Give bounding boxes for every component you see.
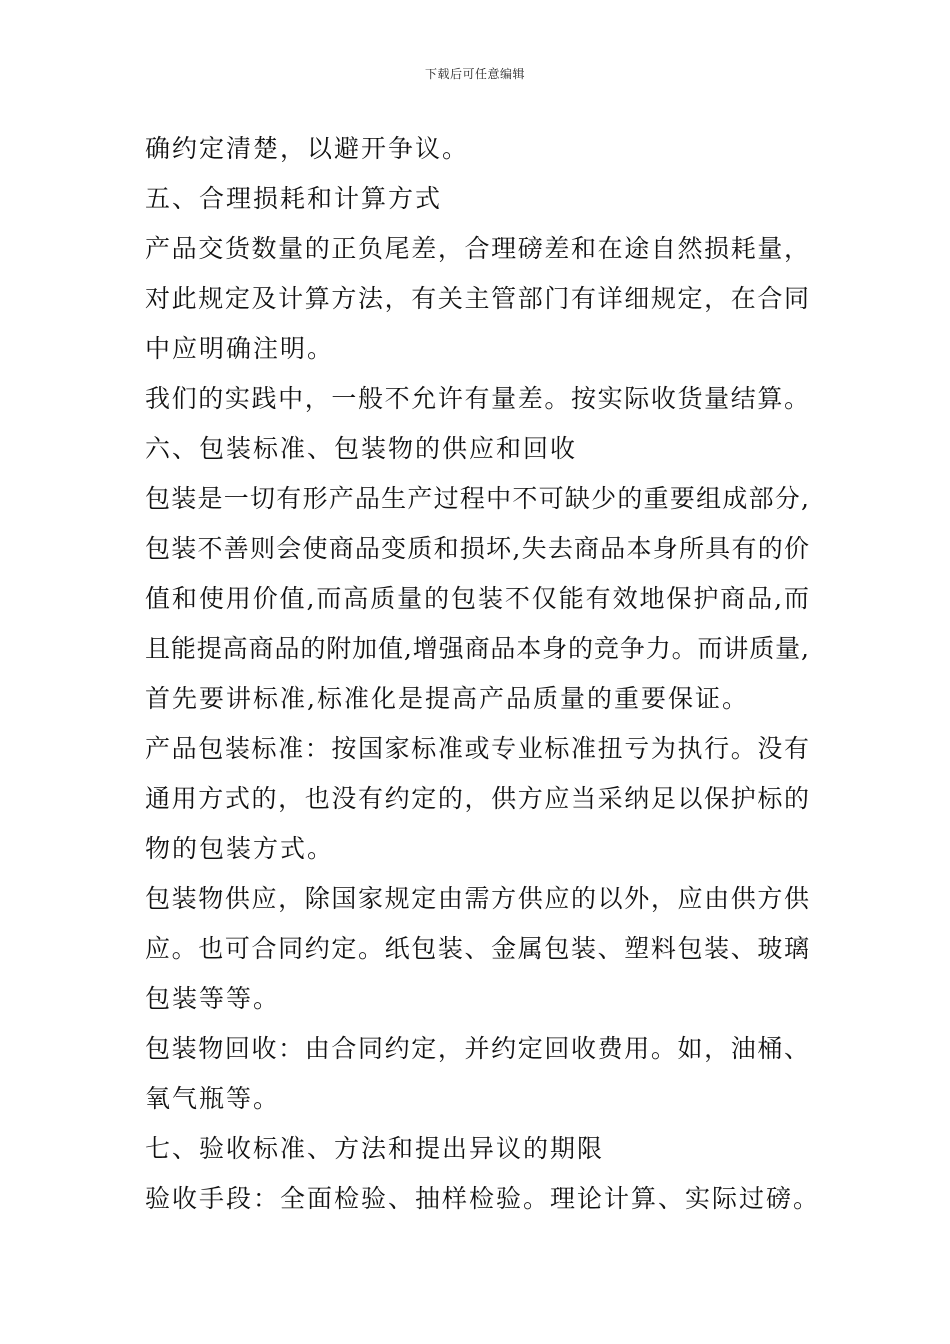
document-body [145,124,825,1224]
section-heading: 五、合理损耗和计算方式 [145,184,443,213]
paragraph-line: 我们的实践中，一般不允许有量差。按实际收货量结算。 [145,384,809,413]
paragraph-line: 产品包装标准：按国家标准或专业标准扭亏为执行。没有 [145,734,809,763]
paragraph-line: 应。也可合同约定。纸包装、金属包装、塑料包装、玻璃 [145,934,809,963]
paragraph-line: 氧气瓶等。 [145,1084,281,1113]
paragraph-line: 值和使用价值,而高质量的包装不仅能有效地保护商品,而 [145,584,809,613]
section-heading: 六、包装标准、包装物的供应和回收 [145,434,578,463]
paragraph-line: 产品交货数量的正负尾差，合理磅差和在途自然损耗量， [145,234,809,263]
paragraph-line: 包装物回收：由合同约定，并约定回收费用。如，油桶、 [145,1034,809,1063]
paragraph-line: 物的包装方式。 [145,834,335,863]
paragraph-line: 包装物供应，除国家规定由需方供应的以外，应由供方供 [145,884,809,913]
page-header: 下载后可任意编辑 [424,67,525,81]
paragraph-line: 首先要讲标准,标准化是提高产品质量的重要保证。 [145,684,749,713]
paragraph-line: 包装是一切有形产品生产过程中不可缺少的重要组成部分, [145,484,809,513]
paragraph-line: 确约定清楚，以避开争议。 [145,134,470,163]
paragraph-line: 包装等等。 [145,984,281,1013]
paragraph-line: 中应明确注明。 [145,334,335,363]
paragraph-line: 对此规定及计算方法，有关主管部门有详细规定，在合同 [145,284,809,313]
section-heading: 七、验收标准、方法和提出异议的期限 [145,1134,605,1163]
paragraph-line: 验收手段：全面检验、抽样检验。理论计算、实际过磅。 [145,1184,821,1213]
paragraph-line: 包装不善则会使商品变质和损坏,失去商品本身所具有的价 [145,534,809,563]
paragraph-line: 且能提高商品的附加值,增强商品本身的竞争力。而讲质量, [145,634,809,663]
paragraph-line: 通用方式的，也没有约定的，供方应当采纳足以保护标的 [145,784,809,813]
